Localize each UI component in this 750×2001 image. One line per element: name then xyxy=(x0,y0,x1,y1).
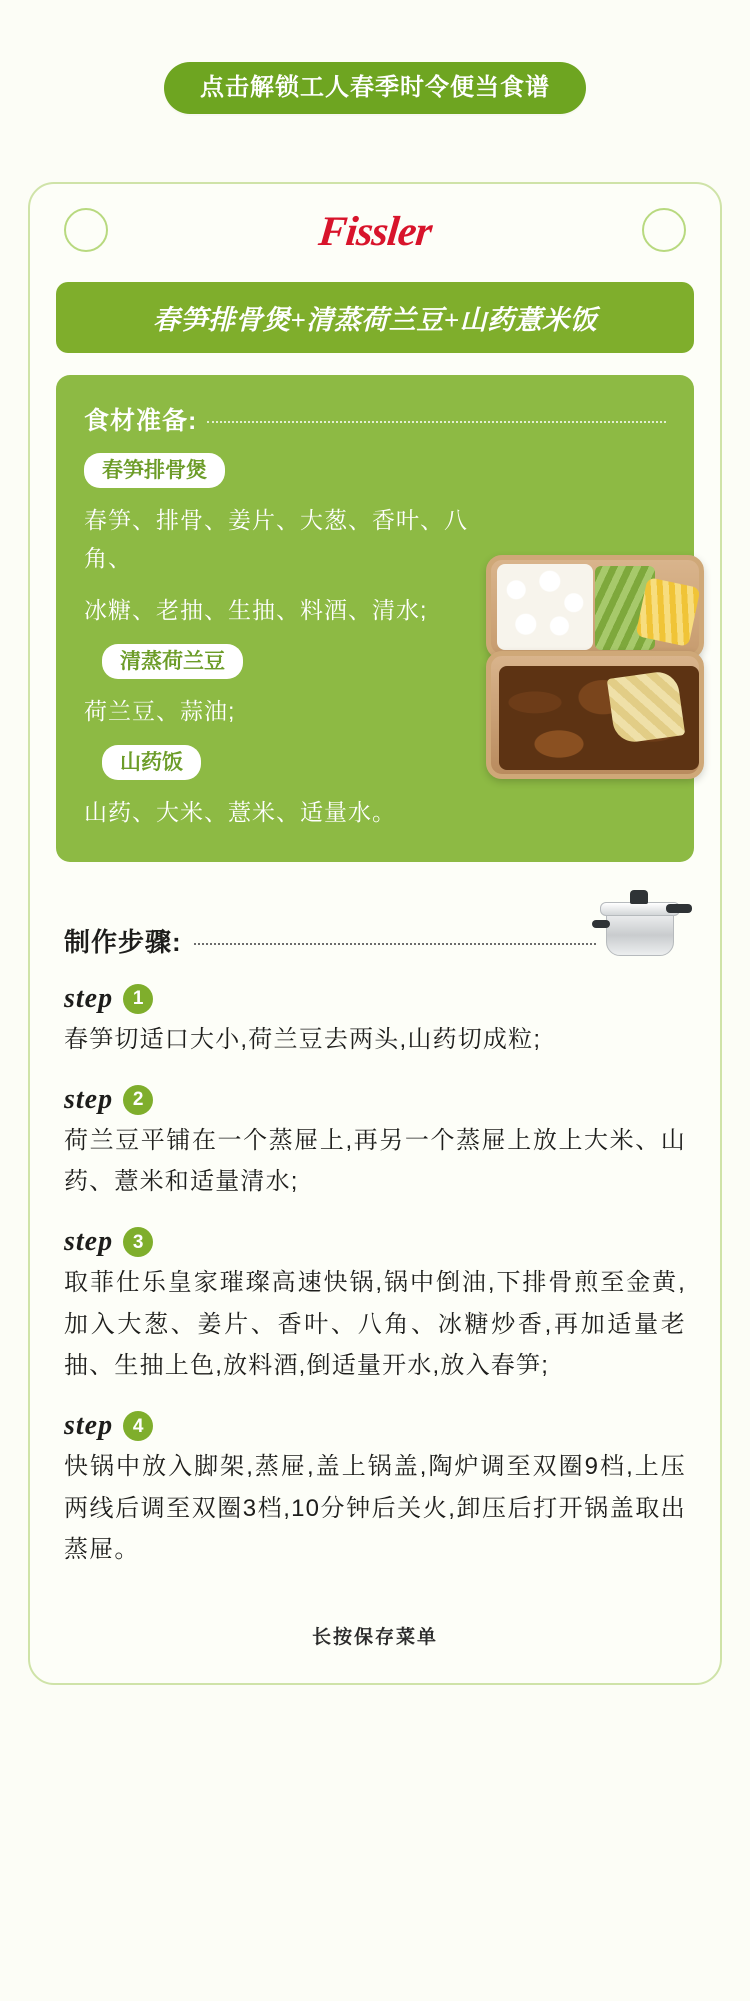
bento-box-photo xyxy=(486,555,716,785)
step-2-label xyxy=(64,1084,686,1116)
step-1-number: 1 xyxy=(123,984,153,1014)
rice-portion-icon xyxy=(497,564,593,650)
steps-heading: 制作步骤: xyxy=(64,926,182,957)
recipe-card xyxy=(28,182,722,1685)
step-1-text: 春笋切适口大小,荷兰豆去两头,山药切成粒; xyxy=(64,1025,542,1053)
bento-upper-tier xyxy=(486,555,704,659)
brand-logo-text: Fissler xyxy=(316,209,434,255)
ingredients-heading-row xyxy=(84,401,666,437)
card-header xyxy=(30,184,720,255)
step-item xyxy=(64,1226,686,1386)
pot-knob-icon xyxy=(630,890,648,904)
step-2-number: 2 xyxy=(123,1085,153,1115)
ingredient-group-1-line-1: 春笋、排骨、姜片、大葱、香叶、八角、 xyxy=(84,507,468,571)
recipe-title: 春笋排骨煲+清蒸荷兰豆+山药薏米饭 xyxy=(56,282,694,353)
step-item xyxy=(64,1084,686,1203)
corn-portion-icon xyxy=(635,577,700,647)
step-4-number: 4 xyxy=(123,1411,153,1441)
punch-hole-right-icon xyxy=(642,208,686,252)
pot-handle-left-icon xyxy=(592,920,610,928)
step-item xyxy=(64,983,686,1060)
ingredients-heading-rule xyxy=(207,421,666,423)
pot-handle-right-icon xyxy=(666,904,692,913)
step-3-word: step xyxy=(64,1226,114,1258)
unlock-recipe-button[interactable]: 点击解锁工人春季时令便当食谱 xyxy=(164,62,586,114)
step-1-word: step xyxy=(64,982,114,1014)
step-4-word: step xyxy=(64,1410,114,1442)
step-item xyxy=(64,1410,686,1570)
steps-heading-rule xyxy=(194,943,596,945)
step-1-label xyxy=(64,983,686,1015)
bamboo-shoot-portion-icon xyxy=(607,669,686,744)
ingredient-group-1-chip: 春笋排骨煲 xyxy=(84,453,225,488)
step-3-text: 取菲仕乐皇家璀璨高速快锅,锅中倒油,下排骨煎至金黄,加入大葱、姜片、香叶、八角、冰糖炒香,再加适量老抽、生抽上色,放料酒,倒适量开水,放入春笋; xyxy=(64,1269,686,1380)
ingredient-group-3-chip: 山药饭 xyxy=(102,745,201,780)
punch-hole-left-icon xyxy=(64,208,108,252)
pot-body-icon xyxy=(606,910,674,956)
save-hint: 长按保存菜单 xyxy=(311,1627,438,1649)
step-2-text: 荷兰豆平铺在一个蒸屉上,再另一个蒸屉上放上大米、山药、薏米和适量清水; xyxy=(64,1126,686,1196)
ingredient-group-1-line-2: 冰糖、老抽、生抽、料酒、清水; xyxy=(84,596,428,623)
step-4-text: 快锅中放入脚架,蒸屉,盖上锅盖,陶炉调至双圈9档,上压两线后调至双圈3档,10分钟后关火,卸压后打开锅盖取出蒸屉。 xyxy=(64,1453,686,1563)
brand-logo xyxy=(30,208,720,256)
top-banner-container xyxy=(0,0,750,114)
ingredients-panel xyxy=(56,375,694,862)
ingredient-group-2-chip: 清蒸荷兰豆 xyxy=(102,644,243,679)
step-3-label xyxy=(64,1226,686,1258)
ingredients-heading: 食材准备: xyxy=(84,407,198,435)
ingredient-group-2-line-1: 荷兰豆、蒜油; xyxy=(84,697,236,724)
step-3-number: 3 xyxy=(123,1227,153,1257)
pressure-cooker-icon xyxy=(594,888,690,962)
bento-lower-tier xyxy=(486,651,704,779)
steps-section xyxy=(64,922,686,1649)
step-4-label xyxy=(64,1410,686,1442)
ingredient-group-3-line-1: 山药、大米、薏米、适量水。 xyxy=(84,798,396,825)
step-2-word: step xyxy=(64,1083,114,1115)
